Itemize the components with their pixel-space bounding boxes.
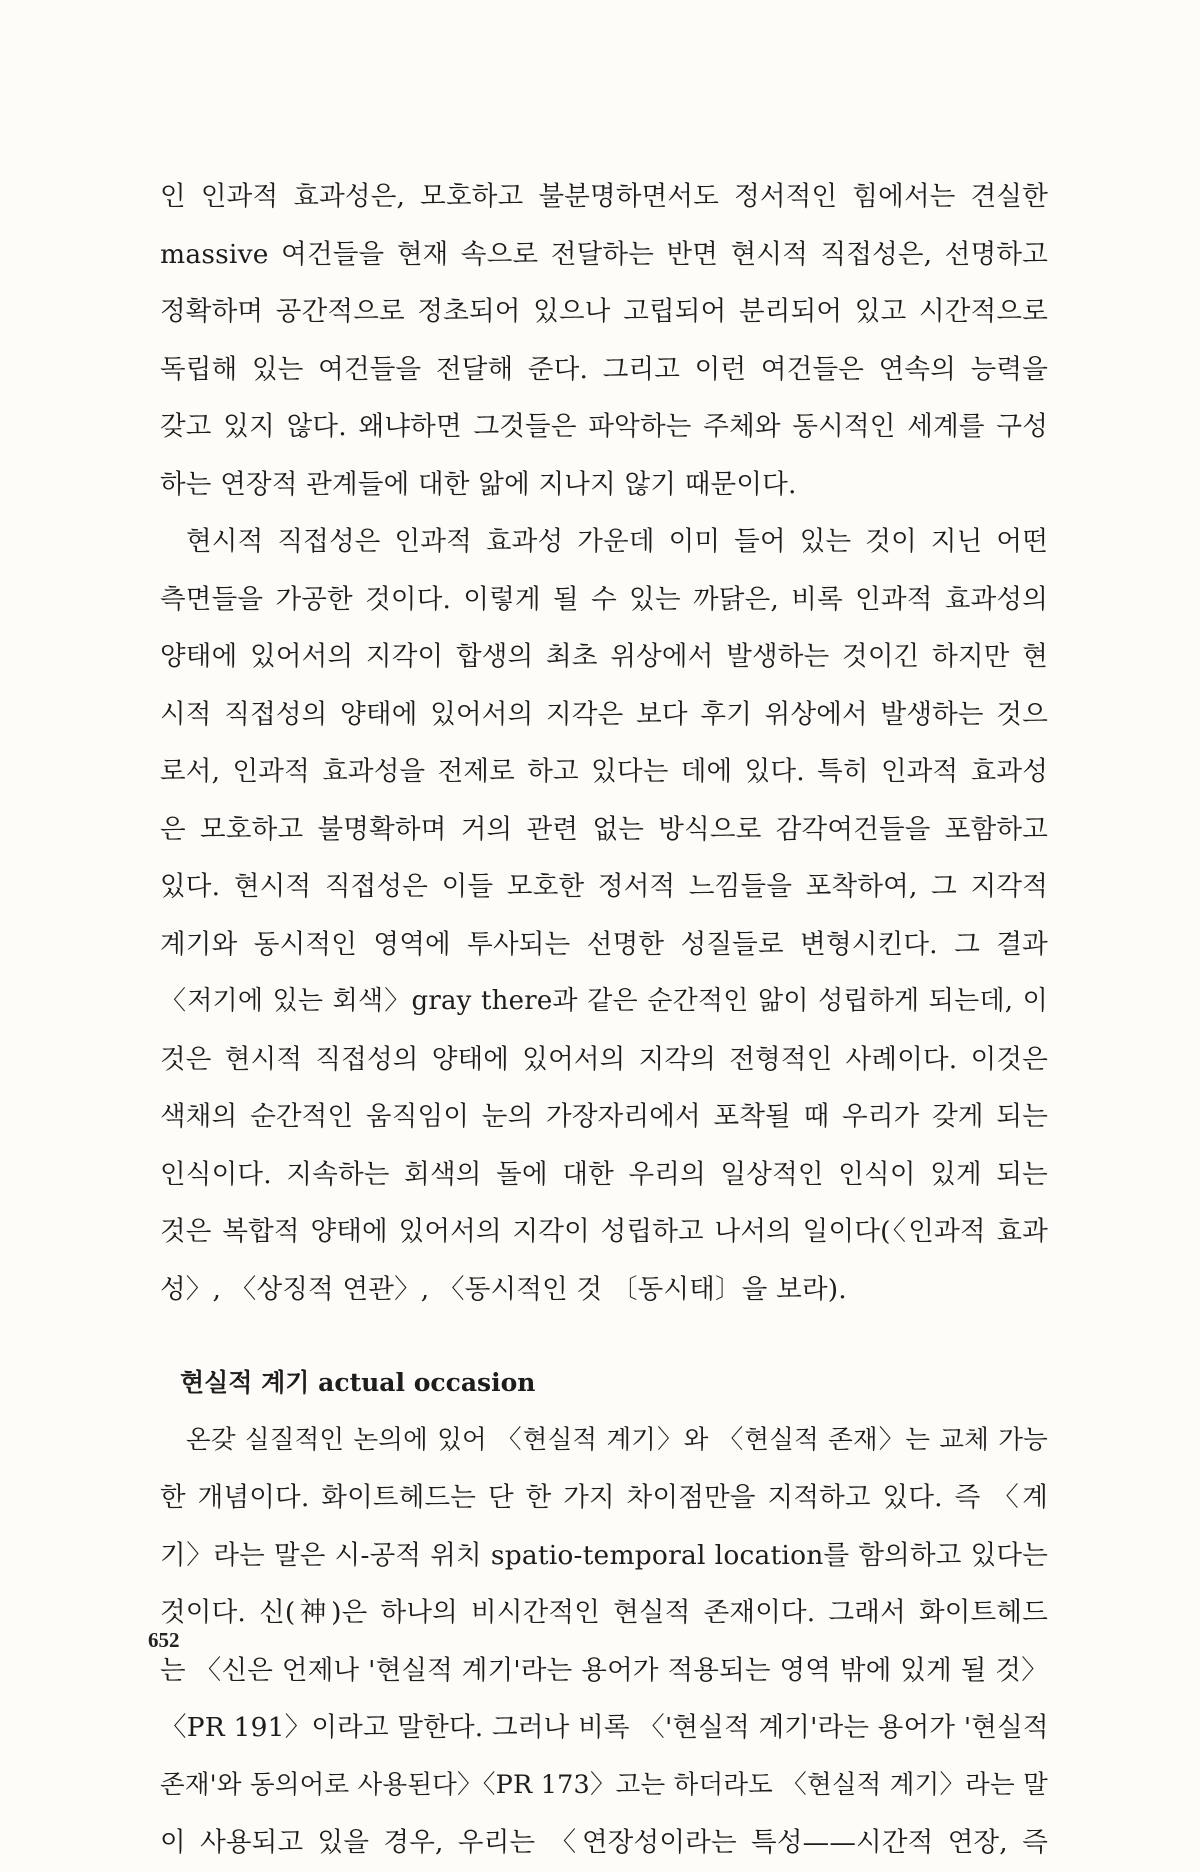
page-number: 652	[148, 1628, 180, 1652]
text-line: 것은 복합적 양태에 있어서의 지각이 성립하고 나서의 일이다(〈인과적 효과	[160, 1216, 1048, 1247]
section-heading: 현실적 계기 actual occasion	[180, 1368, 536, 1397]
text-line: 측면들을 가공한 것이다. 이렇게 될 수 있는 까닭은, 비록 인과적 효과성의	[160, 583, 1048, 615]
text-line: 정확하며 공간적으로 정초되어 있으나 고립되어 분리되어 있고 시간적으로	[160, 296, 1048, 327]
text-line: 존재'와 동의어로 사용된다〉〈PR 173〉고는 하더라도 〈현실적 계기〉라는 말	[160, 1769, 1048, 1800]
body-text	[160, 168, 1048, 1872]
paragraph	[160, 168, 1048, 513]
text-line: 로서, 인과적 효과성을 전제로 하고 있다는 데에 있다. 특히 인과적 효과성	[160, 756, 1048, 787]
text-line: 계기와 동시적인 영역에 투사되는 선명한 성질들로 변형시킨다. 그 결과	[160, 928, 1048, 960]
text-line: 있다. 현시적 직접성은 이들 모호한 정서적 느낌들을 포착하여, 그 지각적	[160, 871, 1048, 902]
text-line: 한 개념이다. 화이트헤드는 단 한 가지 차이점만을 지적하고 있다. 즉 〈계	[160, 1482, 1048, 1513]
text-line: 색채의 순간적인 움직임이 눈의 가장자리에서 포착될 때 우리가 갖게 되는	[160, 1101, 1048, 1132]
text-line: 것이다. 신(神)은 하나의 비시간적인 현실적 존재이다. 그래서 화이트헤드	[160, 1597, 1048, 1628]
text-line: 갖고 있지 않다. 왜냐하면 그것들은 파악하는 주체와 동시적인 세계를 구성	[160, 411, 1048, 442]
text-line: 는 〈신은 언제나 '현실적 계기'라는 용어가 적용되는 영역 밖에 있게 될 것〉	[160, 1654, 1048, 1686]
paragraph	[160, 1412, 1048, 1872]
text-line: 것은 현시적 직접성의 양태에 있어서의 지각의 전형적인 사례이다. 이것은	[160, 1043, 1048, 1075]
text-line: 이 사용되고 있을 경우, 우리는 〈연장성이라는 특성——시간적 연장, 즉	[160, 1827, 1048, 1858]
text-line: 기〉라는 말은 시-공적 위치 spatio-temporal location를 함의하고 있다는	[160, 1539, 1048, 1571]
text-line: massive 여건들을 현재 속으로 전달하는 반면 현시적 직접성은, 선명하고	[160, 238, 1048, 270]
text-line: 하는 연장적 관계들에 대한 앎에 지나지 않기 때문이다.	[160, 468, 797, 500]
text-line: 독립해 있는 여건들을 전달해 준다. 그리고 이런 여건들은 연속의 능력을	[160, 353, 1048, 385]
text-line: 시적 직접성의 양태에 있어서의 지각은 보다 후기 위상에서 발생하는 것으	[160, 698, 1048, 730]
section-spacer	[160, 1318, 1048, 1354]
text-line: 온갖 실질적인 논의에 있어 〈현실적 계기〉와 〈현실적 존재〉는 교체 가능	[186, 1424, 1048, 1455]
text-line: 은 모호하고 불명확하며 거의 관련 없는 방식으로 감각여건들을 포함하고	[160, 813, 1048, 845]
paragraph	[160, 513, 1048, 1318]
text-line: 양태에 있어서의 지각이 합생의 최초 위상에서 발생하는 것이긴 하지만 현	[160, 641, 1048, 672]
text-line: 인식이다. 지속하는 회색의 돌에 대한 우리의 일상적인 인식이 있게 되는	[160, 1158, 1048, 1190]
text-line: 〈PR 191〉이라고 말한다. 그러나 비록 〈'현실적 계기'라는 용어가 '현실적	[160, 1712, 1049, 1743]
text-line: 인 인과적 효과성은, 모호하고 불분명하면서도 정서적인 힘에서는 견실한	[160, 181, 1048, 212]
text-line: 현시적 직접성은 인과적 효과성 가운데 이미 들어 있는 것이 지닌 어떤	[186, 526, 1048, 557]
text-line: 성〉, 〈상징적 연관〉, 〈동시적인 것 〔동시태〕을 보라).	[160, 1273, 847, 1305]
text-line: 〈저기에 있는 회색〉gray there과 같은 순간적인 앎이 성립하게 되는데, 이	[160, 986, 1048, 1016]
